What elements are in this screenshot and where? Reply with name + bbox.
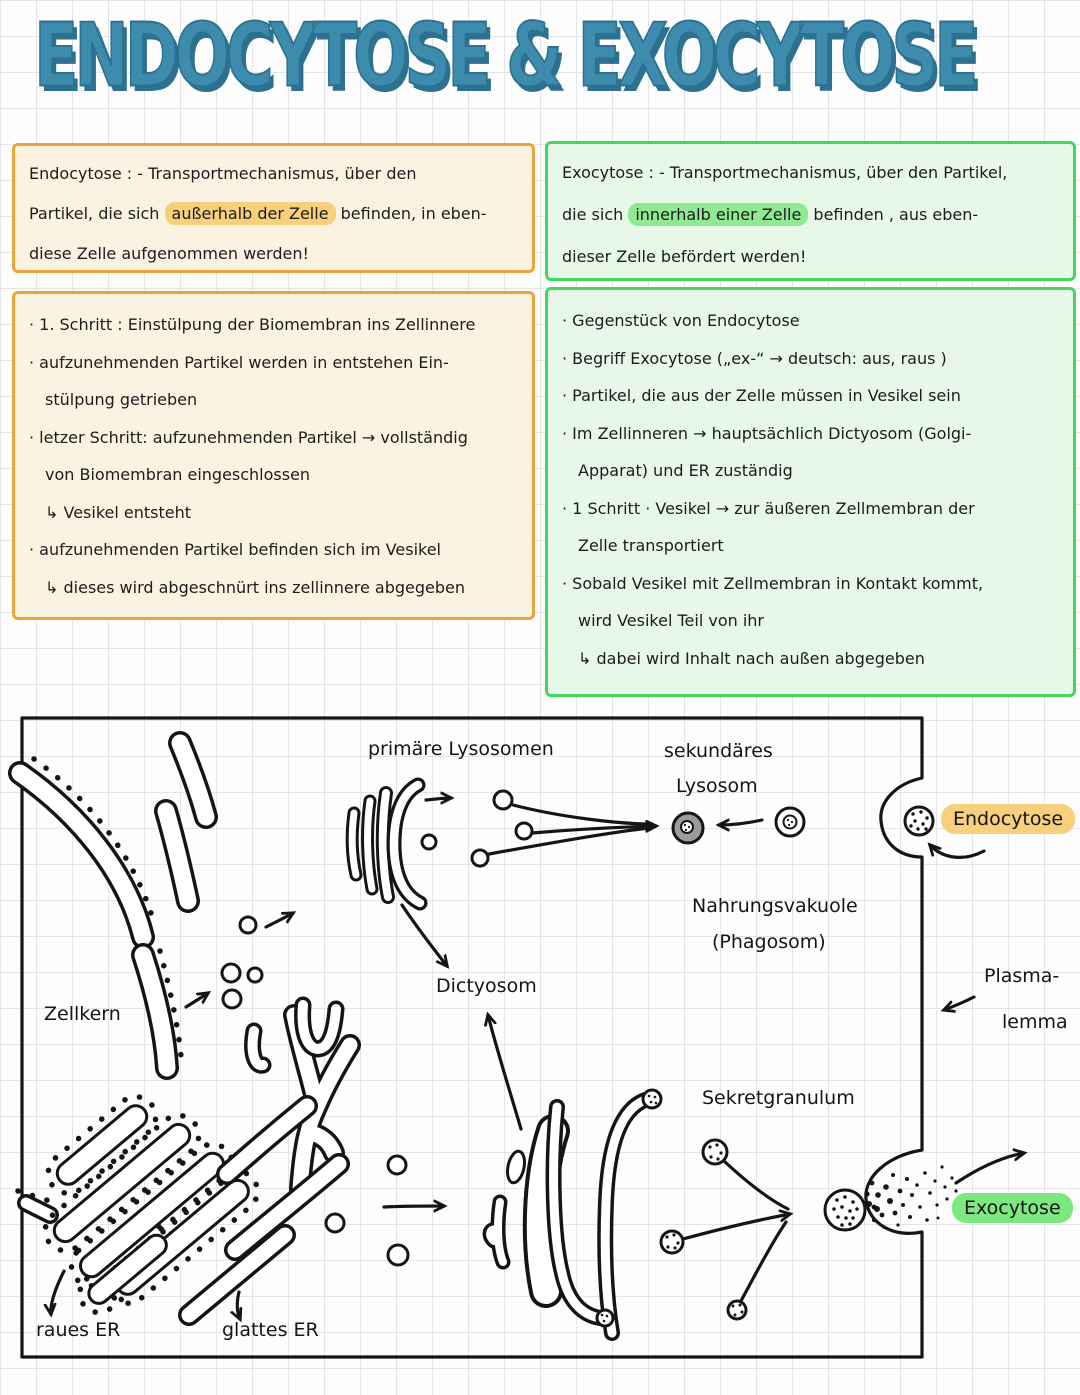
endocytose-arrow xyxy=(930,845,984,857)
note-line: · Im Zellinneren → hauptsächlich Dictyosom (Golgi- xyxy=(562,423,972,443)
exocytosis-spray xyxy=(864,1165,957,1228)
note-line: von Biomembran eingeschlossen xyxy=(45,465,311,484)
lysosome-converge-line xyxy=(489,828,650,854)
label-plasmalemma-1: Plasma- xyxy=(984,965,1060,987)
exocytose-steps-box xyxy=(545,287,1076,697)
label-lysosom: Lysosom xyxy=(676,775,758,797)
definition-text: die sich xyxy=(562,205,629,224)
definition-line: dieser Zelle befördert werden! xyxy=(562,247,807,266)
label-raues-er: raues ER xyxy=(36,1319,121,1341)
definition-line: diese Zelle aufgenommen werden! xyxy=(29,244,309,263)
note-line: · Gegenstück von Endocytose xyxy=(562,311,800,330)
secondary-lysosome xyxy=(673,813,703,843)
note-line: · aufzunehmenden Partikel werden in entstehen Ein- xyxy=(29,352,449,372)
note-line: · Begriff Exocytose („ex-“ → deutsch: aus, raus ) xyxy=(562,348,947,368)
definition-text: befinden , aus eben- xyxy=(808,205,979,224)
label-phagosom: (Phagosom) xyxy=(712,931,826,953)
note-line: · 1. Schritt : Einstülpung der Biomembran ins Zellinnere xyxy=(29,315,476,334)
definition-line xyxy=(29,194,518,234)
dictyosom-arrow xyxy=(488,1015,521,1129)
highlighted-text: innerhalb einer Zelle xyxy=(628,203,808,226)
primary-lysosomes xyxy=(422,791,532,866)
note-line: Zelle transportiert xyxy=(578,536,724,555)
vesicle-arrow xyxy=(266,913,293,927)
label-sekundaeres: sekundäres xyxy=(664,740,773,762)
definition-text: befinden, in eben- xyxy=(335,204,487,223)
exocytose-arrow xyxy=(956,1153,1024,1183)
note-line: · 1 Schritt · Vesikel → zur äußeren Zellmembran der xyxy=(562,498,975,518)
exocytose-definition-box xyxy=(545,141,1076,281)
label-primaere-lysosomen: primäre Lysosomen xyxy=(368,738,554,760)
plasmalemma-arrow xyxy=(944,997,974,1010)
note-line: ↳ dabei wird Inhalt nach außen abgegeben xyxy=(578,648,925,668)
vesicle-arrow xyxy=(186,993,208,1007)
endocytose-definition-box xyxy=(12,143,535,273)
note-line: stülpung getrieben xyxy=(45,390,198,409)
secretory-vesicles xyxy=(661,1140,746,1319)
lower-golgi-stack xyxy=(490,1090,661,1333)
note-line: ↳ dieses wird abgeschnürt ins zellinnere abgegeben xyxy=(45,577,466,597)
exocytose-tag: Exocytose xyxy=(952,1193,1073,1223)
golgi-to-lysosome-arrow xyxy=(426,798,451,800)
page-title: ENDOCYTOSE & EXOCYTOSE xyxy=(34,6,975,108)
endocytose-tag: Endocytose xyxy=(941,804,1075,834)
definition-line: Exocytose : - Transportmechanismus, über den Partikel, xyxy=(562,163,1008,182)
label-nahrungsvakuole: Nahrungsvakuole xyxy=(692,895,858,917)
label-exocytose xyxy=(952,1197,1073,1219)
note-line: · letzer Schritt: aufzunehmenden Partikel → vollständig xyxy=(29,427,468,447)
granule-converge-line xyxy=(724,1161,788,1209)
granule-converge-line xyxy=(741,1222,786,1301)
note-line: · Partikel, die aus der Zelle müssen in Vesikel sein xyxy=(562,386,961,405)
label-endocytose xyxy=(941,808,1075,830)
label-plasmalemma-2: lemma xyxy=(1002,1011,1068,1033)
upper-golgi-stack xyxy=(352,785,420,903)
label-zellkern: Zellkern xyxy=(44,1003,121,1025)
note-line: ↳ Vesikel entsteht xyxy=(45,502,192,522)
vesicle-arrow xyxy=(384,1206,444,1207)
definition-text: Partikel, die sich xyxy=(29,204,165,223)
highlighted-text: außerhalb der Zelle xyxy=(165,202,336,225)
lysosome-converge-line xyxy=(513,805,652,824)
glattes-er-arrow xyxy=(237,1292,240,1319)
endocytose-steps-box xyxy=(12,291,535,620)
label-dictyosom: Dictyosom xyxy=(436,975,537,997)
dictyosom-arrow xyxy=(402,905,447,966)
raues-er-arrow xyxy=(51,1271,64,1314)
definition-line xyxy=(562,194,1059,236)
cell-diagram-svg xyxy=(0,715,1080,1395)
definition-line: Endocytose : - Transportmechanismus, über den xyxy=(29,164,417,183)
note-line: · Sobald Vesikel mit Zellmembran in Kontakt kommt, xyxy=(562,573,984,593)
cell-diagram xyxy=(0,715,1080,1395)
endocytosis-vesicle xyxy=(905,807,933,835)
secretory-granule xyxy=(825,1190,865,1230)
food-vacuole xyxy=(776,808,804,836)
granule-converge-arrow xyxy=(683,1214,790,1239)
label-sekretgranulum: Sekretgranulum xyxy=(702,1087,855,1109)
note-line: wird Vesikel Teil von ihr xyxy=(578,611,764,630)
note-line: · aufzunehmenden Partikel befinden sich im Vesikel xyxy=(29,540,441,559)
label-glattes-er: glattes ER xyxy=(222,1319,319,1341)
vacuole-to-lysosome-arrow xyxy=(719,820,762,825)
note-line: Apparat) und ER zuständig xyxy=(578,461,793,480)
